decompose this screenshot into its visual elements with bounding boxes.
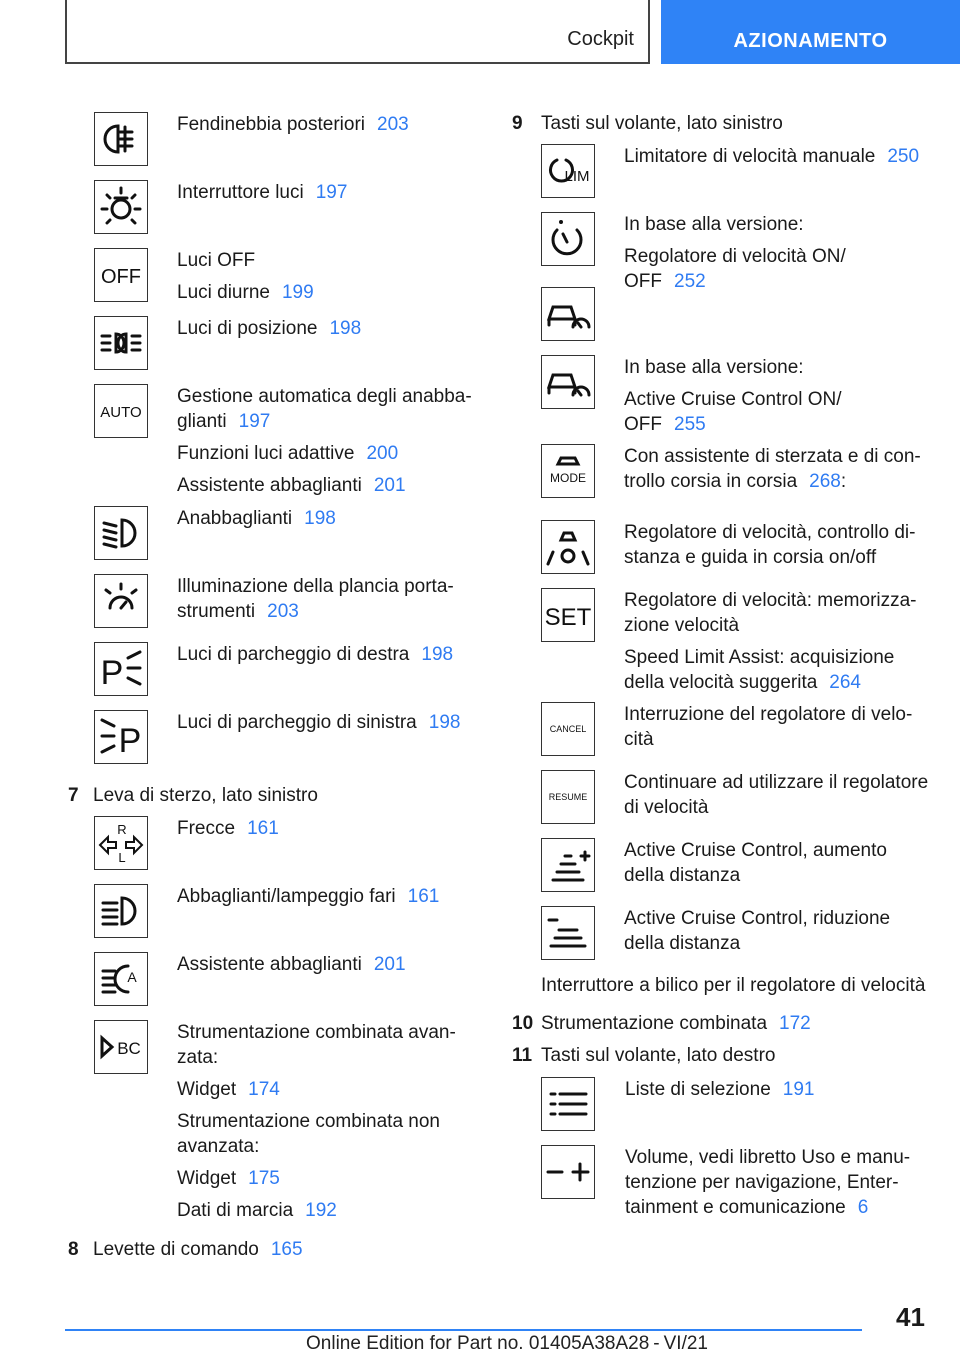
row-line-text: Active Cruise Control ON/ <box>624 389 842 410</box>
footer-rule <box>65 1329 862 1331</box>
light-switch-icon-graphic <box>96 182 146 232</box>
list-icon <box>541 1077 595 1131</box>
row-line-text: Fendinebbia posteriori <box>177 114 366 135</box>
row-line-text: glianti <box>177 411 227 432</box>
active-cruise-icon-a-graphic <box>543 289 593 339</box>
footer-version: VI/21 <box>663 1333 708 1354</box>
row-line <box>177 112 477 137</box>
row-text <box>624 212 944 301</box>
page-ref-192[interactable]: 192 <box>305 1200 337 1221</box>
row-line-text: Interruttore luci <box>177 182 304 203</box>
page-ref-200[interactable]: 200 <box>366 443 399 464</box>
footer-edition <box>306 1333 708 1355</box>
section-title: AZIONAMENTO <box>733 30 888 52</box>
row-line <box>624 645 944 695</box>
page-ref-199[interactable]: 199 <box>281 282 314 303</box>
row-line-text: Regolatore di velocità: memorizza- <box>624 590 917 611</box>
row-text <box>624 838 944 895</box>
item-number-10: 10 <box>512 1013 534 1034</box>
distance-increase-icon <box>541 838 595 892</box>
row-line-text: Illuminazione della plancia porta- <box>177 576 454 597</box>
rear-fog-light-icon <box>94 112 148 166</box>
item-number-9: 9 <box>512 113 523 134</box>
row-line-text: Regolatore di velocità, controllo di- <box>624 522 916 543</box>
parking-lights-icon-graphic <box>96 318 146 368</box>
row-line-text: Gestione automatica degli anabba- <box>177 386 472 407</box>
item-label-8 <box>93 1237 303 1262</box>
header-chapter-box <box>65 0 650 64</box>
row-line-text: zata: <box>177 1047 219 1068</box>
row-line-text: Dati di marcia <box>177 1200 294 1221</box>
row-line-text: Strumentazione combinata non <box>177 1111 440 1132</box>
mode-icon-graphic <box>543 446 593 496</box>
row-line-text: trollo corsia in corsia <box>624 471 798 492</box>
row-line-text: Limitatore di velocità manuale <box>624 146 876 167</box>
parking-light-left-icon <box>94 710 148 764</box>
distance-decrease-icon <box>541 906 595 960</box>
page-ref-250[interactable]: 250 <box>887 146 920 167</box>
low-beam-icon-graphic <box>96 508 146 558</box>
speed-limiter-icon <box>541 144 595 198</box>
active-cruise-icon-a <box>541 287 595 341</box>
row-line <box>624 144 944 169</box>
distance-decrease-icon-graphic <box>543 908 593 958</box>
row-line <box>624 906 944 956</box>
svg-text:A: A <box>127 969 137 985</box>
row-line-text: OFF <box>624 414 662 435</box>
row-text <box>624 770 944 827</box>
page-ref-201[interactable]: 201 <box>373 954 406 975</box>
row-line <box>625 1077 945 1102</box>
item-label-10-text: Strumentazione combinata <box>541 1013 768 1034</box>
item-number-8: 8 <box>68 1239 79 1260</box>
row-text <box>177 642 477 674</box>
row-line-text: Assistente abbaglianti <box>177 475 362 496</box>
page-ref-161[interactable]: 161 <box>247 818 279 839</box>
set-icon-graphic <box>543 590 593 640</box>
lane-guidance-icon-graphic <box>543 522 593 572</box>
svg-text:BC: BC <box>117 1039 141 1058</box>
row-line <box>624 770 944 820</box>
page-ref-201[interactable]: 201 <box>373 475 406 496</box>
cancel-icon <box>541 702 595 756</box>
row-line <box>177 1020 477 1070</box>
page-ref-198[interactable]: 198 <box>304 508 336 529</box>
svg-text:CANCEL: CANCEL <box>549 724 587 734</box>
svg-text:RESUME: RESUME <box>548 792 588 802</box>
row-line-text: Con assistente di sterzata e di con- <box>624 446 921 467</box>
item-number-7: 7 <box>68 785 79 806</box>
row-line <box>177 473 477 498</box>
row-text <box>177 506 477 538</box>
page-ref-197[interactable]: 197 <box>315 182 348 203</box>
row-line <box>624 444 944 494</box>
row-line <box>177 280 477 305</box>
high-beam-icon <box>94 884 148 938</box>
svg-text:SET: SET <box>544 604 592 631</box>
chapter-title: Cockpit <box>567 28 634 50</box>
turn-signal-icon-graphic <box>96 818 146 868</box>
svg-text:L: L <box>118 850 126 865</box>
row-line-text: Volume, vedi libretto Uso e manu- <box>625 1147 911 1168</box>
row-line-text: Luci di parcheggio di sinistra <box>177 712 417 733</box>
row-text <box>624 906 944 963</box>
page-ref-197[interactable]: 197 <box>238 411 271 432</box>
row-line <box>624 355 944 380</box>
item-label-11: Tasti sul volante, lato destro <box>541 1045 776 1066</box>
row-text <box>625 1145 945 1227</box>
page-ref-268[interactable]: 268 <box>809 471 841 492</box>
page-ref-174[interactable]: 174 <box>248 1079 280 1100</box>
set-icon <box>541 588 595 642</box>
row-line-text: Continuare ad utilizzare il regolatore <box>624 772 929 793</box>
row-text <box>177 180 477 212</box>
rocker-switch-label: Interruttore a bilico per il regolatore di velocità <box>541 975 926 996</box>
row-text <box>624 588 944 702</box>
page-number: 41 <box>896 1302 925 1332</box>
page-ref-264[interactable]: 264 <box>829 672 861 693</box>
row-text <box>177 816 477 848</box>
svg-text:AUTO: AUTO <box>100 404 142 421</box>
row-line <box>624 588 944 638</box>
auto-icon <box>94 384 148 438</box>
cruise-control-icon-graphic <box>543 214 593 264</box>
row-line <box>177 506 477 531</box>
row-line-text: Widget <box>177 1079 237 1100</box>
lane-guidance-icon <box>541 520 595 574</box>
row-text <box>177 710 477 742</box>
header-section-tab[interactable] <box>661 0 960 64</box>
svg-text:R: R <box>117 822 127 837</box>
row-line <box>624 702 944 752</box>
item-number-11: 11 <box>512 1045 533 1066</box>
svg-text:MODE: MODE <box>550 471 586 485</box>
item-label-7: Leva di sterzo, lato sinistro <box>93 785 318 806</box>
row-line <box>624 212 944 237</box>
light-switch-icon <box>94 180 148 234</box>
row-line <box>625 1145 945 1220</box>
row-line-text: OFF <box>624 271 662 292</box>
rear-fog-light-icon-graphic <box>96 114 146 164</box>
row-line-text: della distanza <box>624 933 741 954</box>
row-line <box>177 1198 477 1223</box>
row-line-text: Frecce <box>177 818 236 839</box>
row-line-text: Luci di parcheggio di destra <box>177 644 410 665</box>
high-beam-assistant-icon <box>94 952 148 1006</box>
row-text <box>177 112 477 144</box>
off-icon-graphic <box>96 250 146 300</box>
page-ref-198[interactable]: 198 <box>421 644 454 665</box>
row-line <box>624 520 944 570</box>
row-line-text: Widget <box>177 1168 237 1189</box>
footer-edition-text: Online Edition for Part no. 01405A38A28 <box>306 1333 650 1354</box>
svg-text:P: P <box>100 654 124 692</box>
row-line <box>624 244 944 294</box>
svg-text:OFF: OFF <box>101 266 141 288</box>
row-line-text: Active Cruise Control, riduzione <box>624 908 891 929</box>
row-line <box>177 574 477 624</box>
high-beam-assistant-icon-graphic <box>96 954 146 1004</box>
off-icon <box>94 248 148 302</box>
row-text <box>625 1077 945 1109</box>
row-line <box>177 384 477 434</box>
row-line <box>177 816 477 841</box>
row-line <box>177 316 477 341</box>
page-ref-198[interactable]: 198 <box>428 712 461 733</box>
page-ref-252[interactable]: 252 <box>674 271 706 292</box>
bc-icon <box>94 1020 148 1074</box>
row-text <box>177 884 477 916</box>
active-cruise-icon-b-graphic <box>543 357 593 407</box>
row-text <box>177 1020 477 1230</box>
row-line-text: strumenti <box>177 601 256 622</box>
row-line-text: Active Cruise Control, aumento <box>624 840 887 861</box>
row-line-text: della distanza <box>624 865 741 886</box>
high-beam-icon-graphic <box>96 886 146 936</box>
cancel-icon-graphic <box>543 704 593 754</box>
row-text <box>177 384 477 505</box>
row-line <box>624 838 944 888</box>
page-ref-172[interactable]: 172 <box>779 1013 811 1034</box>
row-line-text: Assistente abbaglianti <box>177 954 362 975</box>
row-line-text: Luci OFF <box>177 250 256 271</box>
row-line-text: tainment e comunicazione <box>625 1197 846 1218</box>
parking-light-right-icon-graphic <box>96 644 146 694</box>
row-line <box>624 387 944 437</box>
row-text <box>624 520 944 577</box>
page-ref-165[interactable]: 165 <box>270 1239 303 1260</box>
resume-icon <box>541 770 595 824</box>
speed-limiter-icon-graphic <box>543 146 593 196</box>
row-line-text: Luci di posizione <box>177 318 318 339</box>
volume-icon-graphic <box>543 1147 593 1197</box>
instrument-lighting-icon-graphic <box>96 576 146 626</box>
row-line-text: In base alla versione: <box>624 357 804 378</box>
cruise-control-icon <box>541 212 595 266</box>
row-line <box>177 642 477 667</box>
row-line <box>177 710 477 735</box>
row-text <box>177 574 477 631</box>
row-text <box>177 248 477 312</box>
distance-increase-icon-graphic <box>543 840 593 890</box>
row-line <box>177 884 477 909</box>
row-line-text: Interruzione del regolatore di velo- <box>624 704 913 725</box>
row-line-suffix: : <box>840 471 847 492</box>
active-cruise-icon-b <box>541 355 595 409</box>
parking-light-right-icon <box>94 642 148 696</box>
page-ref-6[interactable]: 6 <box>857 1197 869 1218</box>
page-ref-203[interactable]: 203 <box>377 114 409 135</box>
row-line <box>177 441 477 466</box>
resume-icon-graphic <box>543 772 593 822</box>
row-text <box>624 702 944 759</box>
page-ref-203[interactable]: 203 <box>267 601 299 622</box>
bc-icon-graphic <box>96 1022 146 1072</box>
page-ref-255[interactable]: 255 <box>674 414 706 435</box>
row-text <box>624 144 944 176</box>
turn-signal-icon <box>94 816 148 870</box>
row-line-text: Liste di selezione <box>625 1079 771 1100</box>
row-line-text: Anabbaglianti <box>177 508 293 529</box>
row-line-text: In base alla versione: <box>624 214 804 235</box>
row-line-text: Abbaglianti/lampeggio fari <box>177 886 396 907</box>
row-line <box>177 248 477 273</box>
row-line <box>177 1166 477 1191</box>
instrument-lighting-icon <box>94 574 148 628</box>
parking-light-left-icon-graphic <box>96 712 146 762</box>
item-label-9: Tasti sul volante, lato sinistro <box>541 113 783 134</box>
row-line-text: Funzioni luci adattive <box>177 443 355 464</box>
low-beam-icon <box>94 506 148 560</box>
row-text <box>624 444 944 501</box>
page-ref-191[interactable]: 191 <box>782 1079 815 1100</box>
parking-lights-icon <box>94 316 148 370</box>
row-line-text: di velocità <box>624 797 709 818</box>
volume-icon <box>541 1145 595 1199</box>
svg-text:P: P <box>118 722 142 760</box>
row-line <box>177 952 477 977</box>
row-line-text: Speed Limit Assist: acquisizione <box>624 647 895 668</box>
row-line <box>177 180 477 205</box>
footer-separator: - <box>653 1333 660 1354</box>
row-line-text: Strumentazione combinata avan- <box>177 1022 456 1043</box>
row-line-text: stanza e guida in corsia on/off <box>624 547 877 568</box>
row-line-text: zione velocità <box>624 615 740 636</box>
item-label-8-text: Levette di comando <box>93 1239 259 1260</box>
row-line-text: cità <box>624 729 654 750</box>
page-ref-175[interactable]: 175 <box>248 1168 280 1189</box>
row-text <box>624 355 944 444</box>
row-text <box>177 316 477 348</box>
row-line-text: tenzione per navigazione, Enter- <box>625 1172 899 1193</box>
list-icon-graphic <box>543 1079 593 1129</box>
row-line-text: avanzata: <box>177 1136 260 1157</box>
page-ref-161[interactable]: 161 <box>407 886 440 907</box>
item-label-10 <box>541 1011 811 1036</box>
row-line <box>177 1109 477 1159</box>
row-line-text: Luci diurne <box>177 282 270 303</box>
mode-icon <box>541 444 595 498</box>
row-text <box>177 952 477 984</box>
auto-icon-graphic <box>96 386 146 436</box>
row-line <box>177 1077 477 1102</box>
row-line-text: Regolatore di velocità ON/ <box>624 246 846 267</box>
row-line-text: della velocità suggerita <box>624 672 818 693</box>
svg-text:LIM: LIM <box>564 168 590 185</box>
page-ref-198[interactable]: 198 <box>329 318 362 339</box>
